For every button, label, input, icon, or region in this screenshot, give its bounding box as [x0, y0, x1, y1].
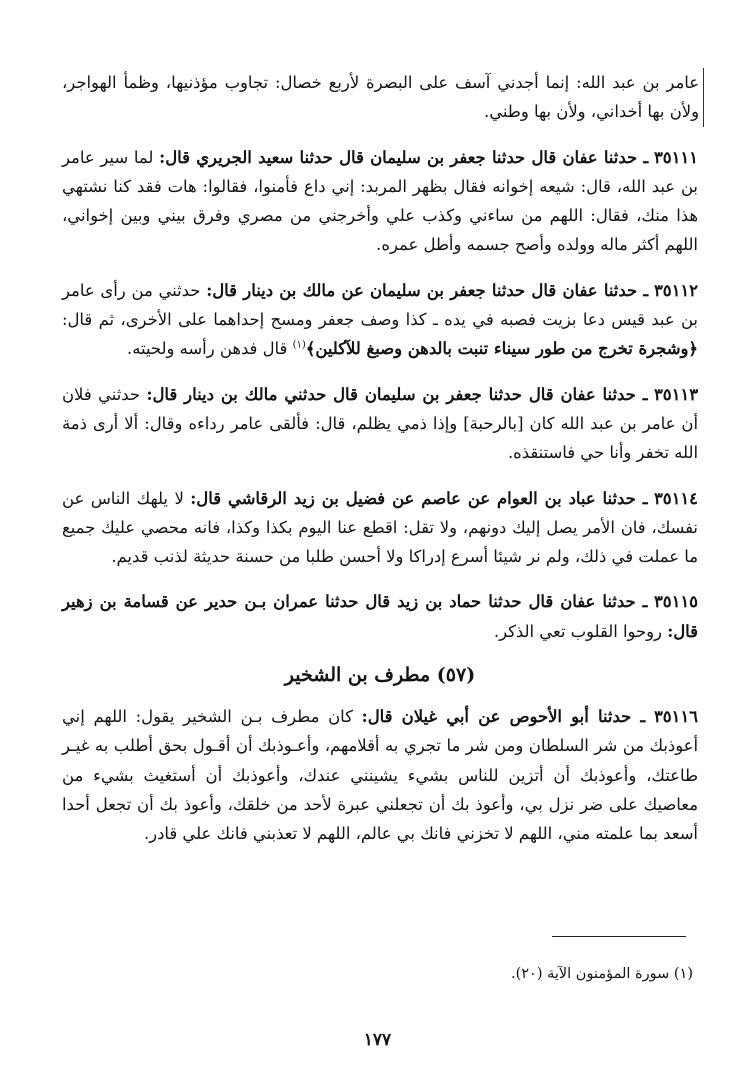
isnad-chain: ـ حدثنا عباد بن العوام عن عاصم عن فضيل بن زيد الرقاشي قال: [190, 488, 648, 508]
section-heading: (٥٧) مطرف بن الشخير [284, 664, 476, 687]
isnad-chain: ـ حدثنا أبو الأحوص عن أبي غيلان قال: [361, 707, 646, 727]
hadith-35114 [62, 484, 698, 572]
page-body [62, 68, 698, 865]
hadith-number: ٣٥١١٥ [653, 592, 698, 612]
hadith-text: كان مطرف بـن الشخير يقول: اللهم إني أعوذبك من شر السلطان ومن شر ما تجري به أقلامهم، وأعـوذبك أن أقـول بحق أطلب به غيـر طاعتك، وأعوذبك أن أتزين للناس بشيء يشينني عندك، وأعوذبك أن أستغيث بشيء من معاصيك على ضر نزل بي، وأعوذ بك أن تجعلني عبرة لأحد من خلقك، وأعوذ بك أن تجعل أحدا أسعد بما علمته مني، اللهم لا تخزني فانك بي عالم، اللهم لا تعذبني فانك علي قادر. [62, 707, 698, 844]
hadith-text: حدثني فلان أن عامر بن عبد الله كان [بالرحبة] وإذا ذمي يظلم، قال: فألقى عامر رداءه وقال: ألا أرى ذمة الله تخفر وأنا حي فاستنقذه. [62, 384, 698, 463]
hadith-number: ٣٥١١٢ [653, 280, 698, 300]
hadith-text: لا يلهك الناس عن نفسك، فان الأمر يصل إليك دونهم، ولا تقل: اقطع عنا اليوم بكذا وكذا، فانه محصي عليك جميع ما عملت في ذلك، ولم نر شيئا أسرع إدراكا ولا أحسن طلبا من حسنة حديثة لذنب قديم. [62, 488, 698, 567]
isnad-chain: ـ حدثنا عفان قال حدثنا جعفر بن سليمان قال حدثني مالك بن دينار قال: [146, 384, 648, 404]
hadith-number: ٣٥١١٦ [653, 707, 698, 727]
hadith-35112 [62, 276, 698, 364]
paragraph-continuation [62, 68, 704, 127]
hadith-text-end: قال فدهن رأسه ولحيته. [127, 339, 288, 359]
hadith-number: ٣٥١١٤ [653, 488, 698, 508]
hadith-number: ٣٥١١٣ [653, 384, 699, 404]
hadith-text: روحوا القلوب تعي الذكر. [493, 621, 662, 641]
hadith-text: حدثني من رأى عامر بن عبد قيس دعا بزيت فصبه في يده ـ كذا وصف جعفر ومسح إحداهما على الأخرى، ثم قال: [62, 280, 698, 330]
isnad-chain: ـ حدثنا عفان قال حدثنا جعفر بن سليمان قال حدثنا سعيد الجريري قال: [159, 147, 649, 167]
footnote: (١) سورة المؤمنون الآية (٢٠). [510, 966, 693, 982]
hadith-35111 [62, 143, 698, 260]
hadith-35115 [62, 587, 698, 646]
footnote-reference[interactable]: (١) [292, 339, 306, 351]
hadith-text: لما سير عامر بن عبد الله، قال: شيعه إخوانه فقال بظهر المربد: إني داع فأمنوا، فقالوا: هات فقد كنا نشتهي هذا منك، فقال: اللهم من ساءني وكذب علي وأخرجني من مصري وفرق بيني وبين إخواني، اللهم أكثر ماله وولده وأصح جسمه وأطل عمره. [62, 147, 698, 255]
page-number: ١٧٧ [363, 1030, 392, 1050]
hadith-35116 [62, 702, 698, 848]
hadith-35113 [62, 380, 698, 468]
hadith-number: ٣٥١١١ [653, 147, 698, 167]
footnote-divider [552, 936, 686, 937]
quran-verse: ﴿وشجرة تخرج من طور سيناء تنبت بالدهن وصبغ للآكلين﴾ [305, 339, 698, 359]
paragraph-text: عامر بن عبد الله: إنما أجدني آسف على البصرة لأربع خصال: تجاوب مؤذنيها، وظمأ الهواجر، ولأن بها أخداني، ولأن بها وطني. [62, 73, 699, 122]
isnad-chain: ـ حدثنا عفان قال حدثنا حماد بن زيد قال حدثنا عمران بـن حدير عن قسامة بن زهير قال: [62, 592, 698, 641]
isnad-chain: ـ حدثنا عفان قال حدثنا جعفر بن سليمان عن مالك بن دينار قال: [206, 280, 649, 300]
